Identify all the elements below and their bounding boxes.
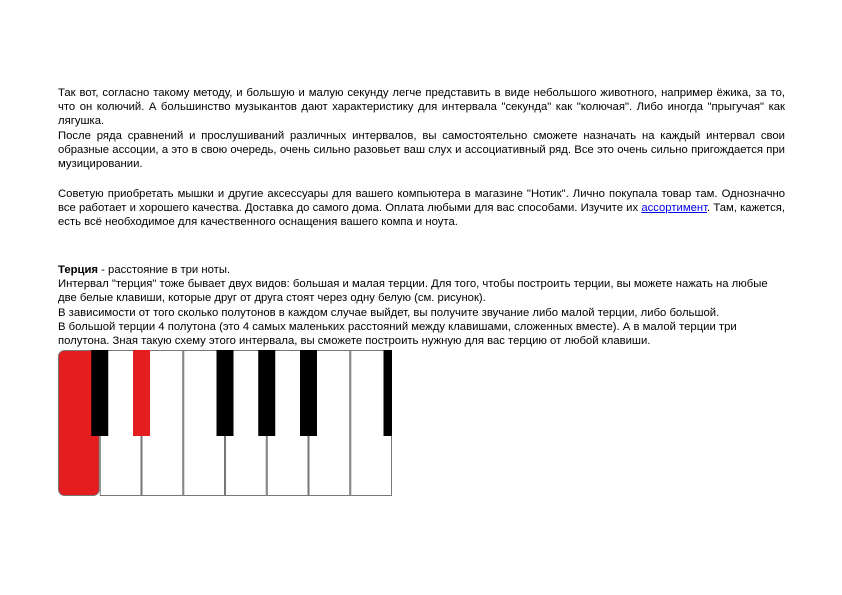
paragraph-line bbox=[58, 187, 785, 230]
paragraph-line bbox=[58, 263, 785, 277]
paragraph-line: Так вот, согласно такому методу, и большую и малую секунду легче представить в виде небольшого животного, например ёжика, за то, что он колючий. А большинство музыкантов дают характеристику для интервала "секунда" как "колючая". Либо иногда "прыгучая" как лягушка. bbox=[58, 87, 785, 128]
shop-text-end: . Там, кажется, есть всё необходимое для качественного оснащения вашего компа и ноута. bbox=[58, 202, 786, 229]
black-key bbox=[217, 350, 234, 436]
paragraph-line: В большой терции 4 полутона (это 4 самых маленьких расстояний между клавишами, сложенных вместе). А в малой терции три полутона. Зная такую схему этого интервала, вы сможете построить нужную для вас терцию от любой клавиши. bbox=[58, 320, 737, 348]
black-key bbox=[384, 350, 393, 436]
black-key bbox=[91, 350, 108, 436]
paragraph-thirds bbox=[58, 263, 785, 348]
paragraph-line: После ряда сравнений и прослушиваний различных интервалов, вы самостоятельно сможете назначать на каждый интервал свои образные ассоции, а это в свою очередь, очень сильно разовьет ваш слух и ассоциативный ряд. Все это очень сильно пригождается при музицировании. bbox=[58, 129, 785, 171]
paragraph-line: В зависимости от того сколько полутонов в каждом случае выйдет, вы получите звучание либо малой терции, либо большой. bbox=[58, 306, 720, 319]
paragraph-line: Интервал "терция" тоже бывает двух видов: большая и малая терции. Для того, чтобы построить терции, вы можете нажать на любые две белые клавиши, которые друг от друга стоят через одну белую (см. рисунок). bbox=[58, 278, 768, 305]
black-key-highlighted bbox=[133, 350, 150, 436]
paragraph-shop bbox=[58, 187, 785, 230]
assortment-link[interactable]: ассортимент bbox=[641, 202, 708, 215]
shop-text: Советую приобретать мышки и другие аксессуары для вашего компьютера в магазине "Нотик". Лично покупала товар там. Однозначно все работает и хорошего качества. Доставка до самого дома. Оплата любыми для вас способами. Изучите их bbox=[58, 188, 785, 215]
piano-keyboard-diagram bbox=[58, 350, 392, 496]
term-definition: - расстояние в три ноты. bbox=[98, 264, 231, 276]
paragraph-seconds bbox=[58, 86, 785, 171]
term-heading: Терция bbox=[58, 264, 99, 276]
black-key bbox=[258, 350, 275, 436]
black-key bbox=[300, 350, 317, 436]
